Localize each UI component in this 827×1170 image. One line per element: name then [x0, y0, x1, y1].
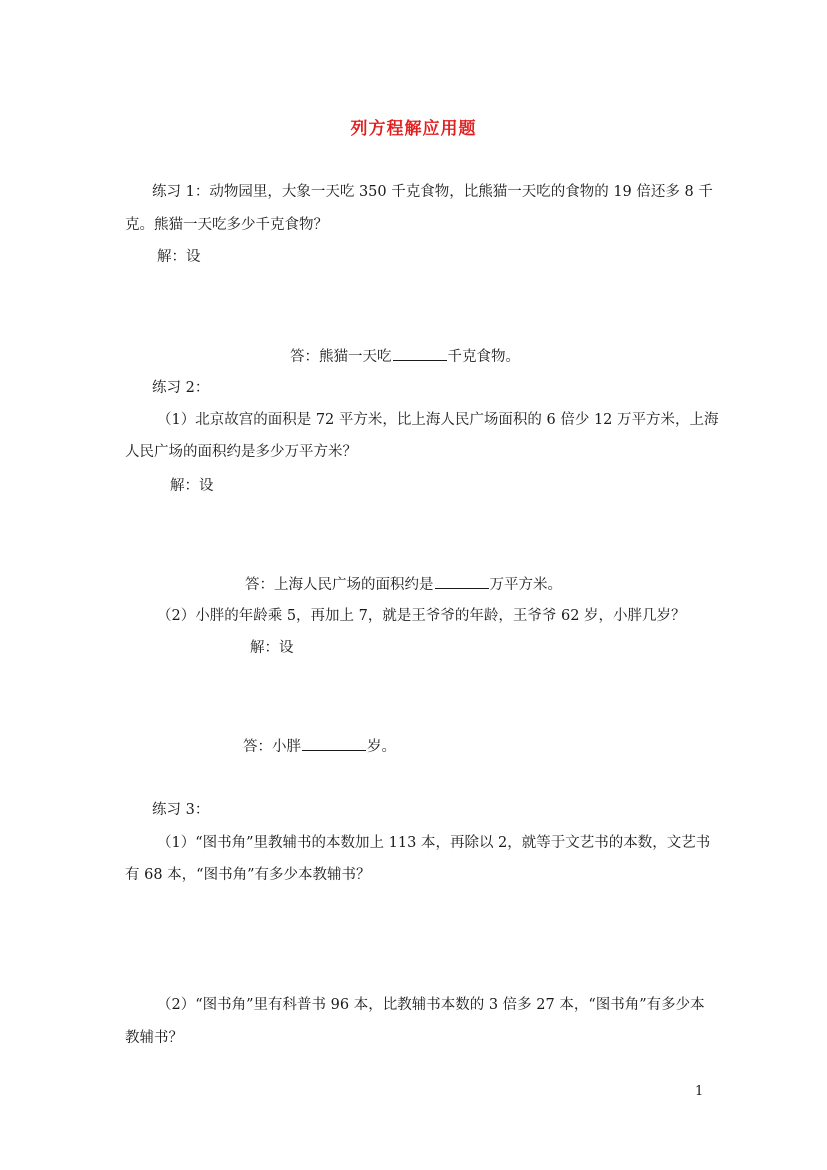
- ex3-heading: 练习 3：: [152, 802, 210, 818]
- ex2-q1-line1: （1）北京故宫的面积是 72 平方米，比上海人民广场面积的 6 倍少 12 万平方米，上海: [157, 412, 719, 428]
- ex1-answer-suffix: 千克食物。: [447, 349, 520, 365]
- ex1-question-line1: 练习 1：动物园里，大象一天吃 350 千克食物，比熊猫一天吃的食物的 19 倍还多 8 千: [152, 184, 713, 200]
- page-title: 列方程解应用题: [350, 119, 477, 139]
- ex2-q1-solve-label: 解：设: [170, 478, 214, 494]
- ex3-q2-line2: 教辅书？: [125, 1030, 183, 1046]
- ex1-answer: [290, 345, 520, 367]
- ex2-q1-answer-suffix: 万平方米。: [489, 577, 562, 593]
- ex2-q2-answer-blank[interactable]: [302, 735, 366, 751]
- ex3-q1-line1: （1）“图书角”里教辅书的本数加上 113 本，再除以 2，就等于文艺书的本数，文艺书: [157, 835, 711, 851]
- ex2-heading: 练习 2：: [152, 380, 210, 396]
- ex2-q2-line1: （2）小胖的年龄乘 5，再加上 7，就是王爷爷的年龄，王爷爷 62 岁，小胖几岁？: [157, 608, 686, 624]
- ex1-question-line2: 克。熊猫一天吃多少千克食物？: [125, 217, 328, 233]
- ex3-q2-line1: （2）“图书角”里有科普书 96 本，比教辅书本数的 3 倍多 27 本，“图书角”有多少本: [157, 997, 705, 1013]
- ex2-q2-answer-prefix: 答：小胖: [243, 739, 301, 755]
- ex2-q2-answer: [243, 735, 396, 757]
- ex2-q2-solve-label: 解：设: [250, 640, 294, 656]
- ex2-q2-answer-suffix: 岁。: [367, 739, 396, 755]
- ex1-answer-prefix: 答：熊猫一天吃: [290, 349, 392, 365]
- ex2-q1-answer: [245, 573, 562, 595]
- ex2-q1-answer-blank[interactable]: [435, 573, 489, 589]
- ex2-q1-answer-prefix: 答：上海人民广场的面积约是: [245, 577, 434, 593]
- ex3-q1-line2: 有 68 本，“图书角”有多少本教辅书？: [125, 867, 371, 883]
- ex2-q1-line2: 人民广场的面积约是多少万平方米？: [125, 444, 357, 460]
- ex1-solve-label: 解：设: [157, 249, 201, 265]
- page-number: 1: [695, 1084, 704, 1099]
- ex1-answer-blank[interactable]: [393, 345, 447, 361]
